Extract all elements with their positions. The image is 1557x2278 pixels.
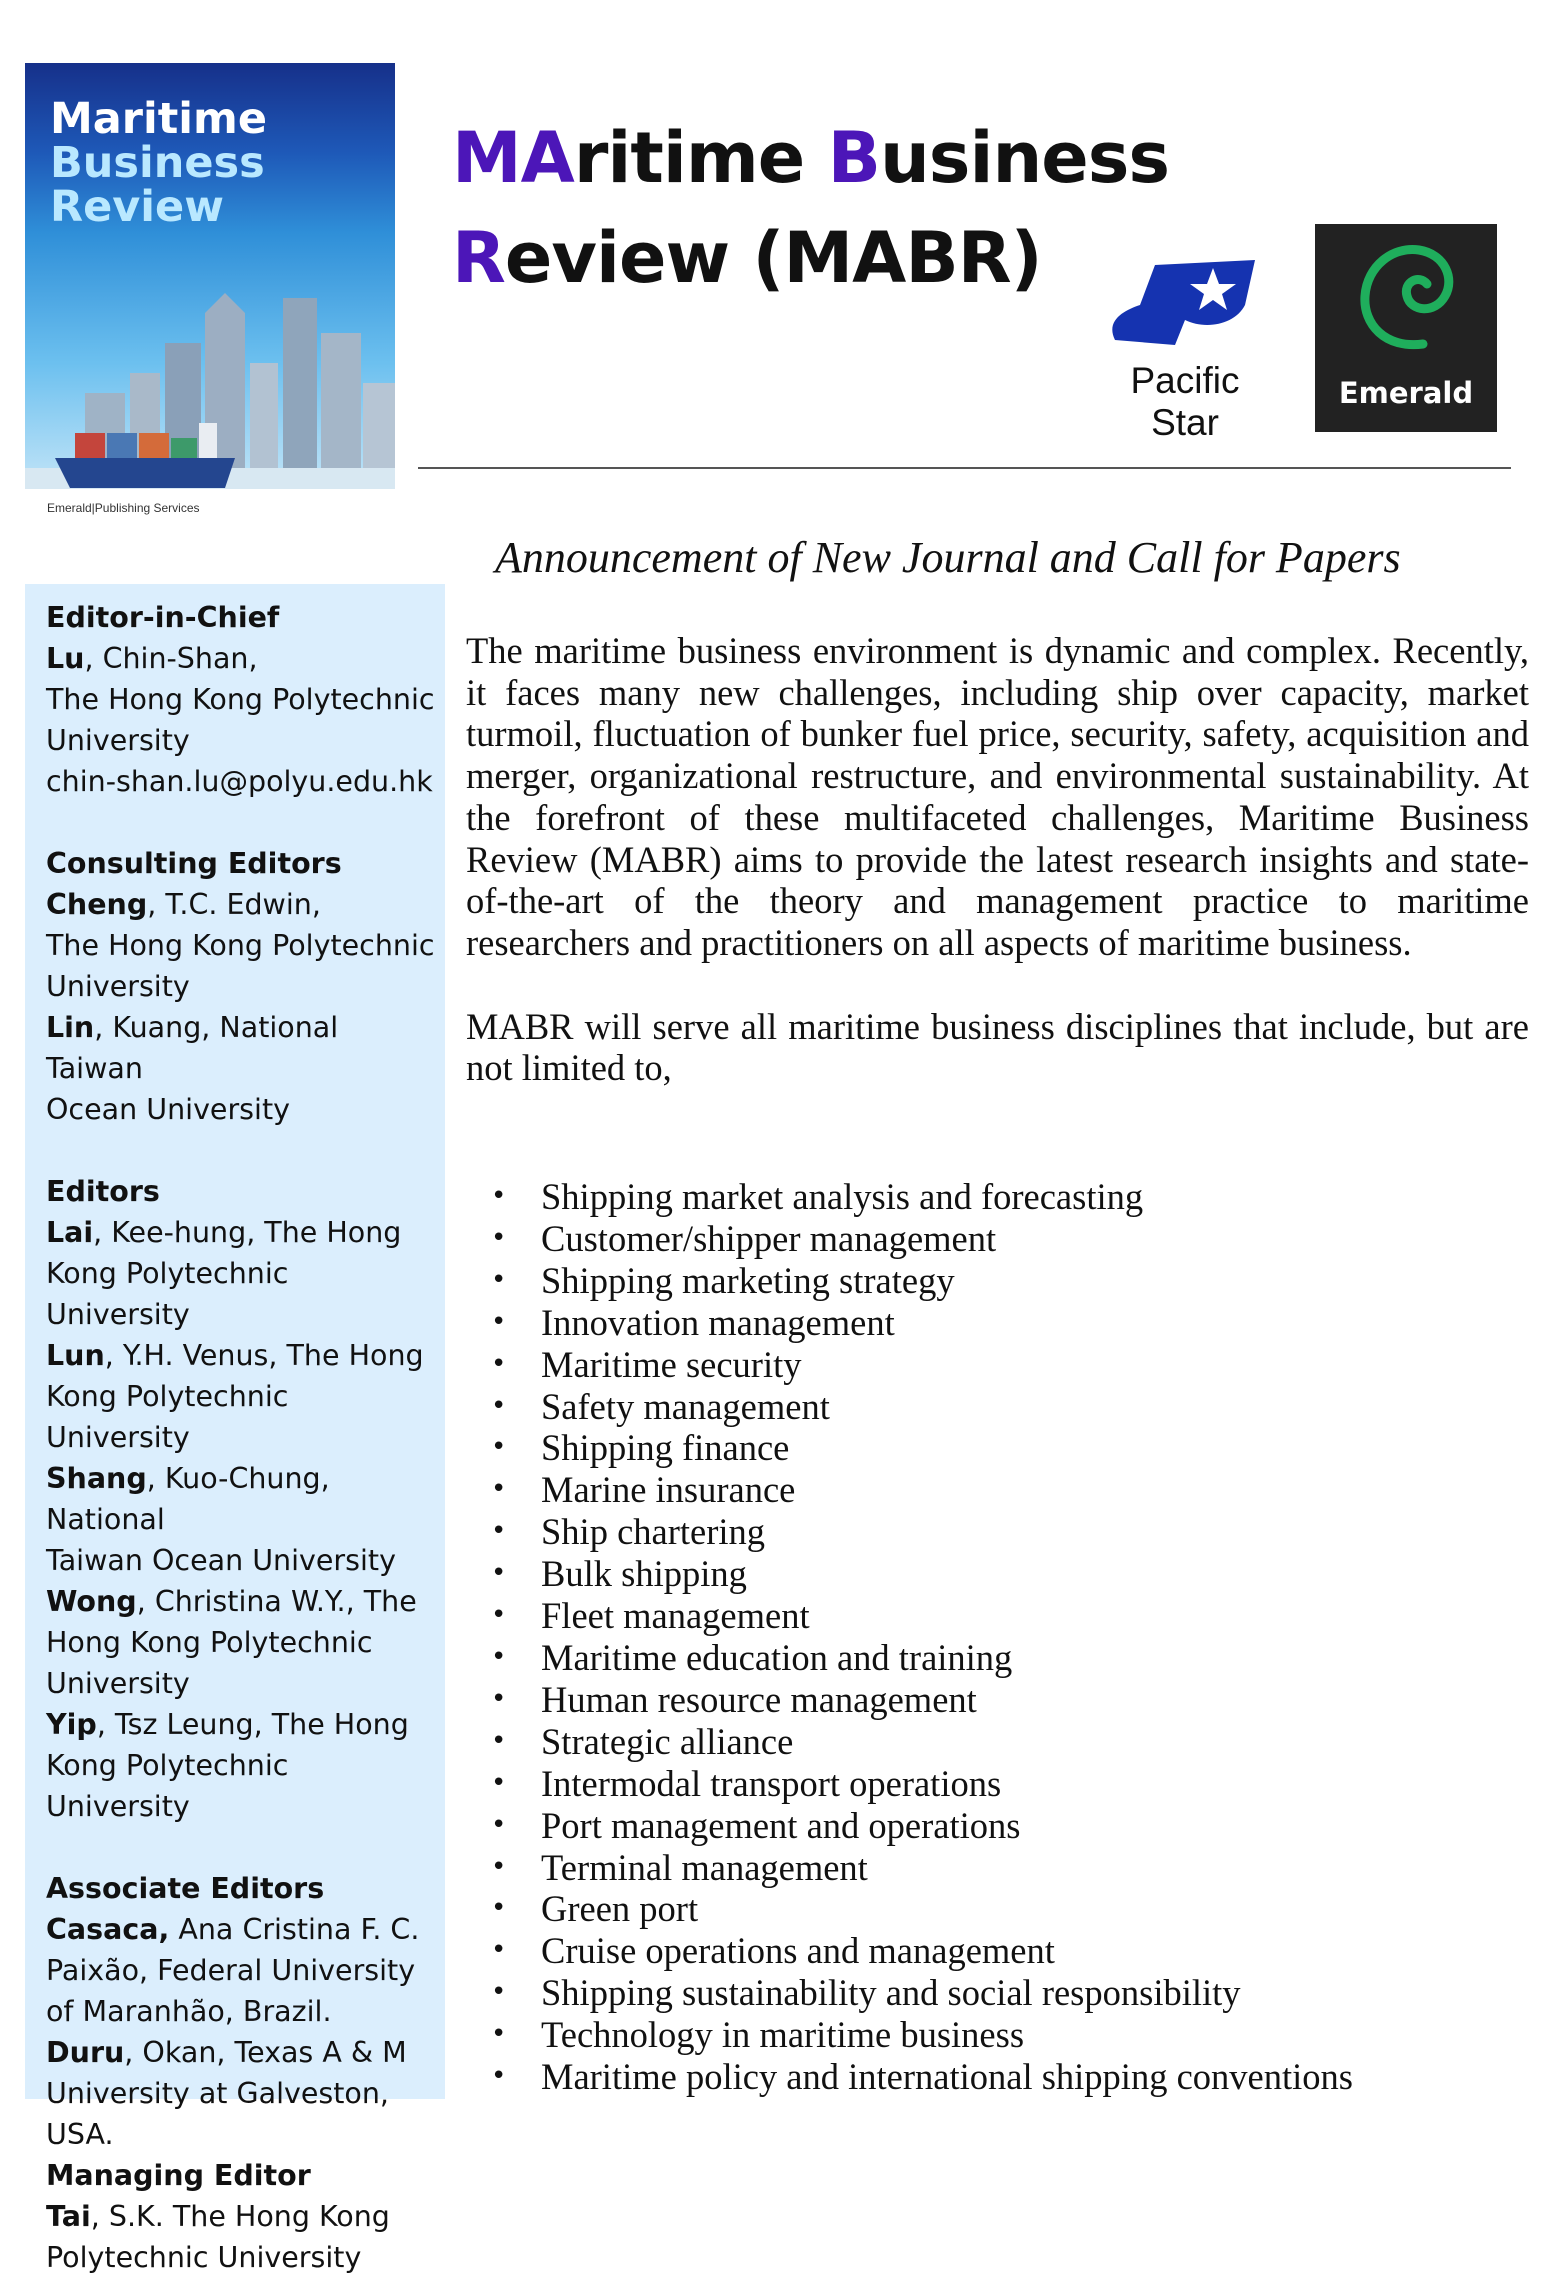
topic-list-item bbox=[491, 2056, 1353, 2098]
bullet-icon: • bbox=[491, 1641, 507, 1672]
editorial-board-sidebar bbox=[25, 584, 445, 2274]
cover-title-line: Maritime bbox=[50, 94, 268, 144]
affiliation-line: Taiwan Ocean University bbox=[46, 1544, 396, 1577]
topic-text: Innovation management bbox=[541, 1301, 895, 1343]
affiliation-line: University bbox=[46, 724, 190, 757]
editor-given-name: , Christina W.Y., The bbox=[136, 1585, 417, 1618]
cover-title-line: Business bbox=[50, 138, 265, 188]
bullet-icon: • bbox=[491, 1977, 507, 2008]
topic-list-item bbox=[491, 1679, 1353, 1721]
topic-list-item bbox=[491, 1637, 1353, 1679]
title-accent: B bbox=[827, 117, 880, 199]
topic-text: Maritime policy and international shipping conventions bbox=[541, 2056, 1353, 2098]
editor-surname: Tai bbox=[46, 2200, 91, 2233]
editor-given-name: , Y.H. Venus, The Hong bbox=[104, 1339, 424, 1372]
emerald-spiral-icon bbox=[1315, 224, 1497, 374]
affiliation-line: The Hong Kong Polytechnic bbox=[46, 683, 435, 716]
topic-list-item bbox=[491, 1972, 1353, 2014]
topic-text: Maritime security bbox=[541, 1343, 802, 1385]
topic-text: Human resource management bbox=[541, 1678, 977, 1720]
bullet-icon: • bbox=[491, 1306, 507, 1337]
title-accent: R bbox=[452, 217, 505, 299]
bullet-icon: • bbox=[491, 1935, 507, 1966]
editor-given-name: , Kee-hung, The Hong bbox=[93, 1216, 402, 1249]
cover-footer bbox=[25, 489, 395, 529]
affiliation-line: Polytechnic University bbox=[46, 2241, 362, 2274]
pacific-star-icon bbox=[1095, 250, 1275, 360]
editor-name bbox=[46, 2032, 441, 2073]
topic-text: Port management and operations bbox=[541, 1804, 1021, 1846]
affiliation-line: Paixão, Federal University bbox=[46, 1954, 416, 1987]
editor-given-name: , T.C. Edwin, bbox=[147, 888, 321, 921]
editor-name bbox=[46, 1335, 441, 1376]
editor-name bbox=[46, 884, 441, 925]
affiliation-line: Hong Kong Polytechnic bbox=[46, 1626, 373, 1659]
section-heading: Editor-in-Chief bbox=[46, 601, 280, 634]
bullet-icon: • bbox=[491, 1683, 507, 1714]
affiliation-line: University bbox=[46, 970, 190, 1003]
topic-list-item bbox=[491, 1218, 1353, 1260]
intro-paragraph: The maritime business environment is dynamic and complex. Recently, it faces many new challenges, including ship over capacity, market turmoil, fluctuation of bunker fuel price, security, safety, acquisition and merger, organizational restructure, and environmental sustainability. At the forefront of these multifaceted challenges, Maritime Business Review (MABR) aims to provide the latest research insights and state-of-the-art of the theory and management practice to maritime researchers and practitioners on all aspects of maritime business. bbox=[466, 630, 1529, 963]
editor-surname: Duru bbox=[46, 2036, 125, 2069]
affiliation-line: Kong Polytechnic University bbox=[46, 1749, 289, 1823]
pacific-star-logo bbox=[1095, 250, 1275, 443]
editor-given-name: Ana Cristina F. C. bbox=[169, 1913, 420, 1946]
topic-list-item bbox=[491, 1930, 1353, 1972]
topic-text: Terminal management bbox=[541, 1846, 868, 1888]
topic-list-item bbox=[491, 1805, 1353, 1847]
editor-surname: Lun bbox=[46, 1339, 105, 1372]
topic-list-item bbox=[491, 1469, 1353, 1511]
topic-text: Shipping marketing strategy bbox=[541, 1259, 955, 1301]
affiliation-line: Kong Polytechnic University bbox=[46, 1257, 289, 1331]
title-accent: MA bbox=[452, 117, 574, 199]
section-heading: Consulting Editors bbox=[46, 847, 342, 880]
topic-list-item bbox=[491, 1553, 1353, 1595]
cover-publisher: Emerald|Publishing Services bbox=[47, 501, 200, 515]
editor-given-name: , Kuang, National Taiwan bbox=[46, 1011, 339, 1085]
topic-list-item bbox=[491, 1386, 1353, 1428]
topic-text: Marine insurance bbox=[541, 1469, 796, 1511]
journal-cover-image bbox=[25, 63, 395, 529]
bullet-icon: • bbox=[491, 1264, 507, 1295]
affiliation-line: University bbox=[46, 1667, 190, 1700]
topic-list-item bbox=[491, 1302, 1353, 1344]
bullet-icon: • bbox=[491, 1767, 507, 1798]
topic-text: Green port bbox=[541, 1888, 699, 1930]
affiliation-line: Ocean University bbox=[46, 1093, 290, 1126]
announcement-body bbox=[466, 630, 1529, 1089]
editor-name bbox=[46, 638, 441, 679]
bullet-icon: • bbox=[491, 1851, 507, 1882]
bullet-icon: • bbox=[491, 1809, 507, 1840]
affiliation-line: USA. bbox=[46, 2118, 114, 2151]
bullet-icon: • bbox=[491, 1516, 507, 1547]
topic-text: Shipping finance bbox=[541, 1427, 790, 1469]
editor-surname: Wong bbox=[46, 1585, 137, 1618]
topic-text: Intermodal transport operations bbox=[541, 1762, 1002, 1804]
topic-text: Customer/shipper management bbox=[541, 1217, 997, 1259]
topic-list-item bbox=[491, 1595, 1353, 1637]
section-heading: Associate Editors bbox=[46, 1872, 325, 1905]
editor-surname: Casaca, bbox=[46, 1913, 170, 1946]
bullet-icon: • bbox=[491, 1600, 507, 1631]
editor-given-name: , Okan, Texas A & M bbox=[124, 2036, 407, 2069]
topic-list-item bbox=[491, 1763, 1353, 1805]
bullet-icon: • bbox=[491, 1222, 507, 1253]
topic-list-item bbox=[491, 1511, 1353, 1553]
editor-surname: Lin bbox=[46, 1011, 95, 1044]
editor-surname: Shang bbox=[46, 1462, 147, 1495]
section-heading: Managing Editor bbox=[46, 2159, 311, 2192]
topic-text: Fleet management bbox=[541, 1595, 810, 1637]
editor-given-name: , Kuo-Chung, National bbox=[46, 1462, 330, 1536]
announcement-heading: Announcement of New Journal and Call for Papers bbox=[495, 533, 1401, 582]
topic-text: Shipping market analysis and forecasting bbox=[541, 1176, 1144, 1217]
associate-editors-section bbox=[46, 1868, 441, 2155]
editor-name bbox=[46, 1909, 441, 1950]
editor-email: chin-shan.lu@polyu.edu.hk bbox=[46, 765, 433, 798]
editor-name bbox=[46, 1458, 441, 1540]
topic-list-item bbox=[491, 2014, 1353, 2056]
editor-surname: Yip bbox=[46, 1708, 97, 1741]
bullet-icon: • bbox=[491, 1893, 507, 1924]
editor-name bbox=[46, 1007, 441, 1089]
topic-list-item bbox=[491, 1260, 1353, 1302]
emerald-logo bbox=[1315, 224, 1497, 432]
topic-text: Bulk shipping bbox=[541, 1553, 747, 1595]
city-skyline-illustration bbox=[25, 63, 395, 529]
bullet-icon: • bbox=[491, 1474, 507, 1505]
editor-name bbox=[46, 1704, 441, 1745]
scope-paragraph: MABR will serve all maritime business disciplines that include, but are not limited to, bbox=[466, 1005, 1529, 1089]
topic-list-item bbox=[491, 1427, 1353, 1469]
editor-given-name: , S.K. The Hong Kong bbox=[90, 2200, 390, 2233]
topic-list-item bbox=[491, 1176, 1353, 1218]
journal-title-line1 bbox=[452, 108, 1169, 208]
topic-text: Maritime education and training bbox=[541, 1636, 1013, 1678]
section-heading: Editors bbox=[46, 1175, 160, 1208]
topic-text: Technology in maritime business bbox=[541, 2014, 1025, 2056]
journal-title bbox=[452, 108, 1169, 308]
topic-text: Cruise operations and management bbox=[541, 1930, 1055, 1972]
bullet-icon: • bbox=[491, 1432, 507, 1463]
editor-name bbox=[46, 2196, 441, 2237]
bullet-icon: • bbox=[491, 1181, 507, 1211]
editor-in-chief-section bbox=[46, 597, 441, 802]
topic-text: Strategic alliance bbox=[541, 1720, 794, 1762]
bullet-icon: • bbox=[491, 1558, 507, 1589]
affiliation-line: Kong Polytechnic University bbox=[46, 1380, 289, 1454]
editor-surname: Cheng bbox=[46, 888, 148, 921]
editors-section bbox=[46, 1171, 441, 1827]
topic-text: Shipping sustainability and social responsibility bbox=[541, 1972, 1241, 2014]
editor-given-name: , Chin-Shan, bbox=[84, 642, 258, 675]
topic-list-item bbox=[491, 1344, 1353, 1386]
editor-surname: Lu bbox=[46, 642, 85, 675]
topic-text: Safety management bbox=[541, 1385, 830, 1427]
title-text: ritime bbox=[573, 117, 828, 199]
bullet-icon: • bbox=[491, 2019, 507, 2050]
topic-list-item bbox=[491, 1721, 1353, 1763]
topics-list bbox=[491, 1176, 1353, 2098]
topic-list-item bbox=[491, 1847, 1353, 1889]
title-text: usiness bbox=[879, 117, 1170, 199]
pacific-star-label: Pacific Star bbox=[1130, 360, 1240, 443]
bullet-icon: • bbox=[491, 1725, 507, 1756]
editor-given-name: , Tsz Leung, The Hong bbox=[96, 1708, 409, 1741]
managing-editor-section bbox=[46, 2155, 441, 2278]
emerald-label: Emerald bbox=[1338, 376, 1474, 410]
consulting-editors-section bbox=[46, 843, 441, 1130]
topic-list-item bbox=[491, 1888, 1353, 1930]
bullet-icon: • bbox=[491, 2061, 507, 2092]
editor-surname: Lai bbox=[46, 1216, 94, 1249]
affiliation-line: University at Galveston, bbox=[46, 2077, 389, 2110]
topic-text: Ship chartering bbox=[541, 1511, 766, 1553]
title-text: eview (MABR) bbox=[504, 217, 1042, 299]
journal-title-line2 bbox=[452, 208, 1169, 308]
bullet-icon: • bbox=[491, 1348, 507, 1379]
affiliation-line: The Hong Kong Polytechnic bbox=[46, 929, 435, 962]
cover-title-line: Review bbox=[50, 182, 224, 232]
header-divider bbox=[418, 467, 1511, 469]
editor-name bbox=[46, 1581, 441, 1622]
editor-name bbox=[46, 1212, 441, 1253]
affiliation-line: of Maranhão, Brazil. bbox=[46, 1995, 332, 2028]
bullet-icon: • bbox=[491, 1390, 507, 1421]
